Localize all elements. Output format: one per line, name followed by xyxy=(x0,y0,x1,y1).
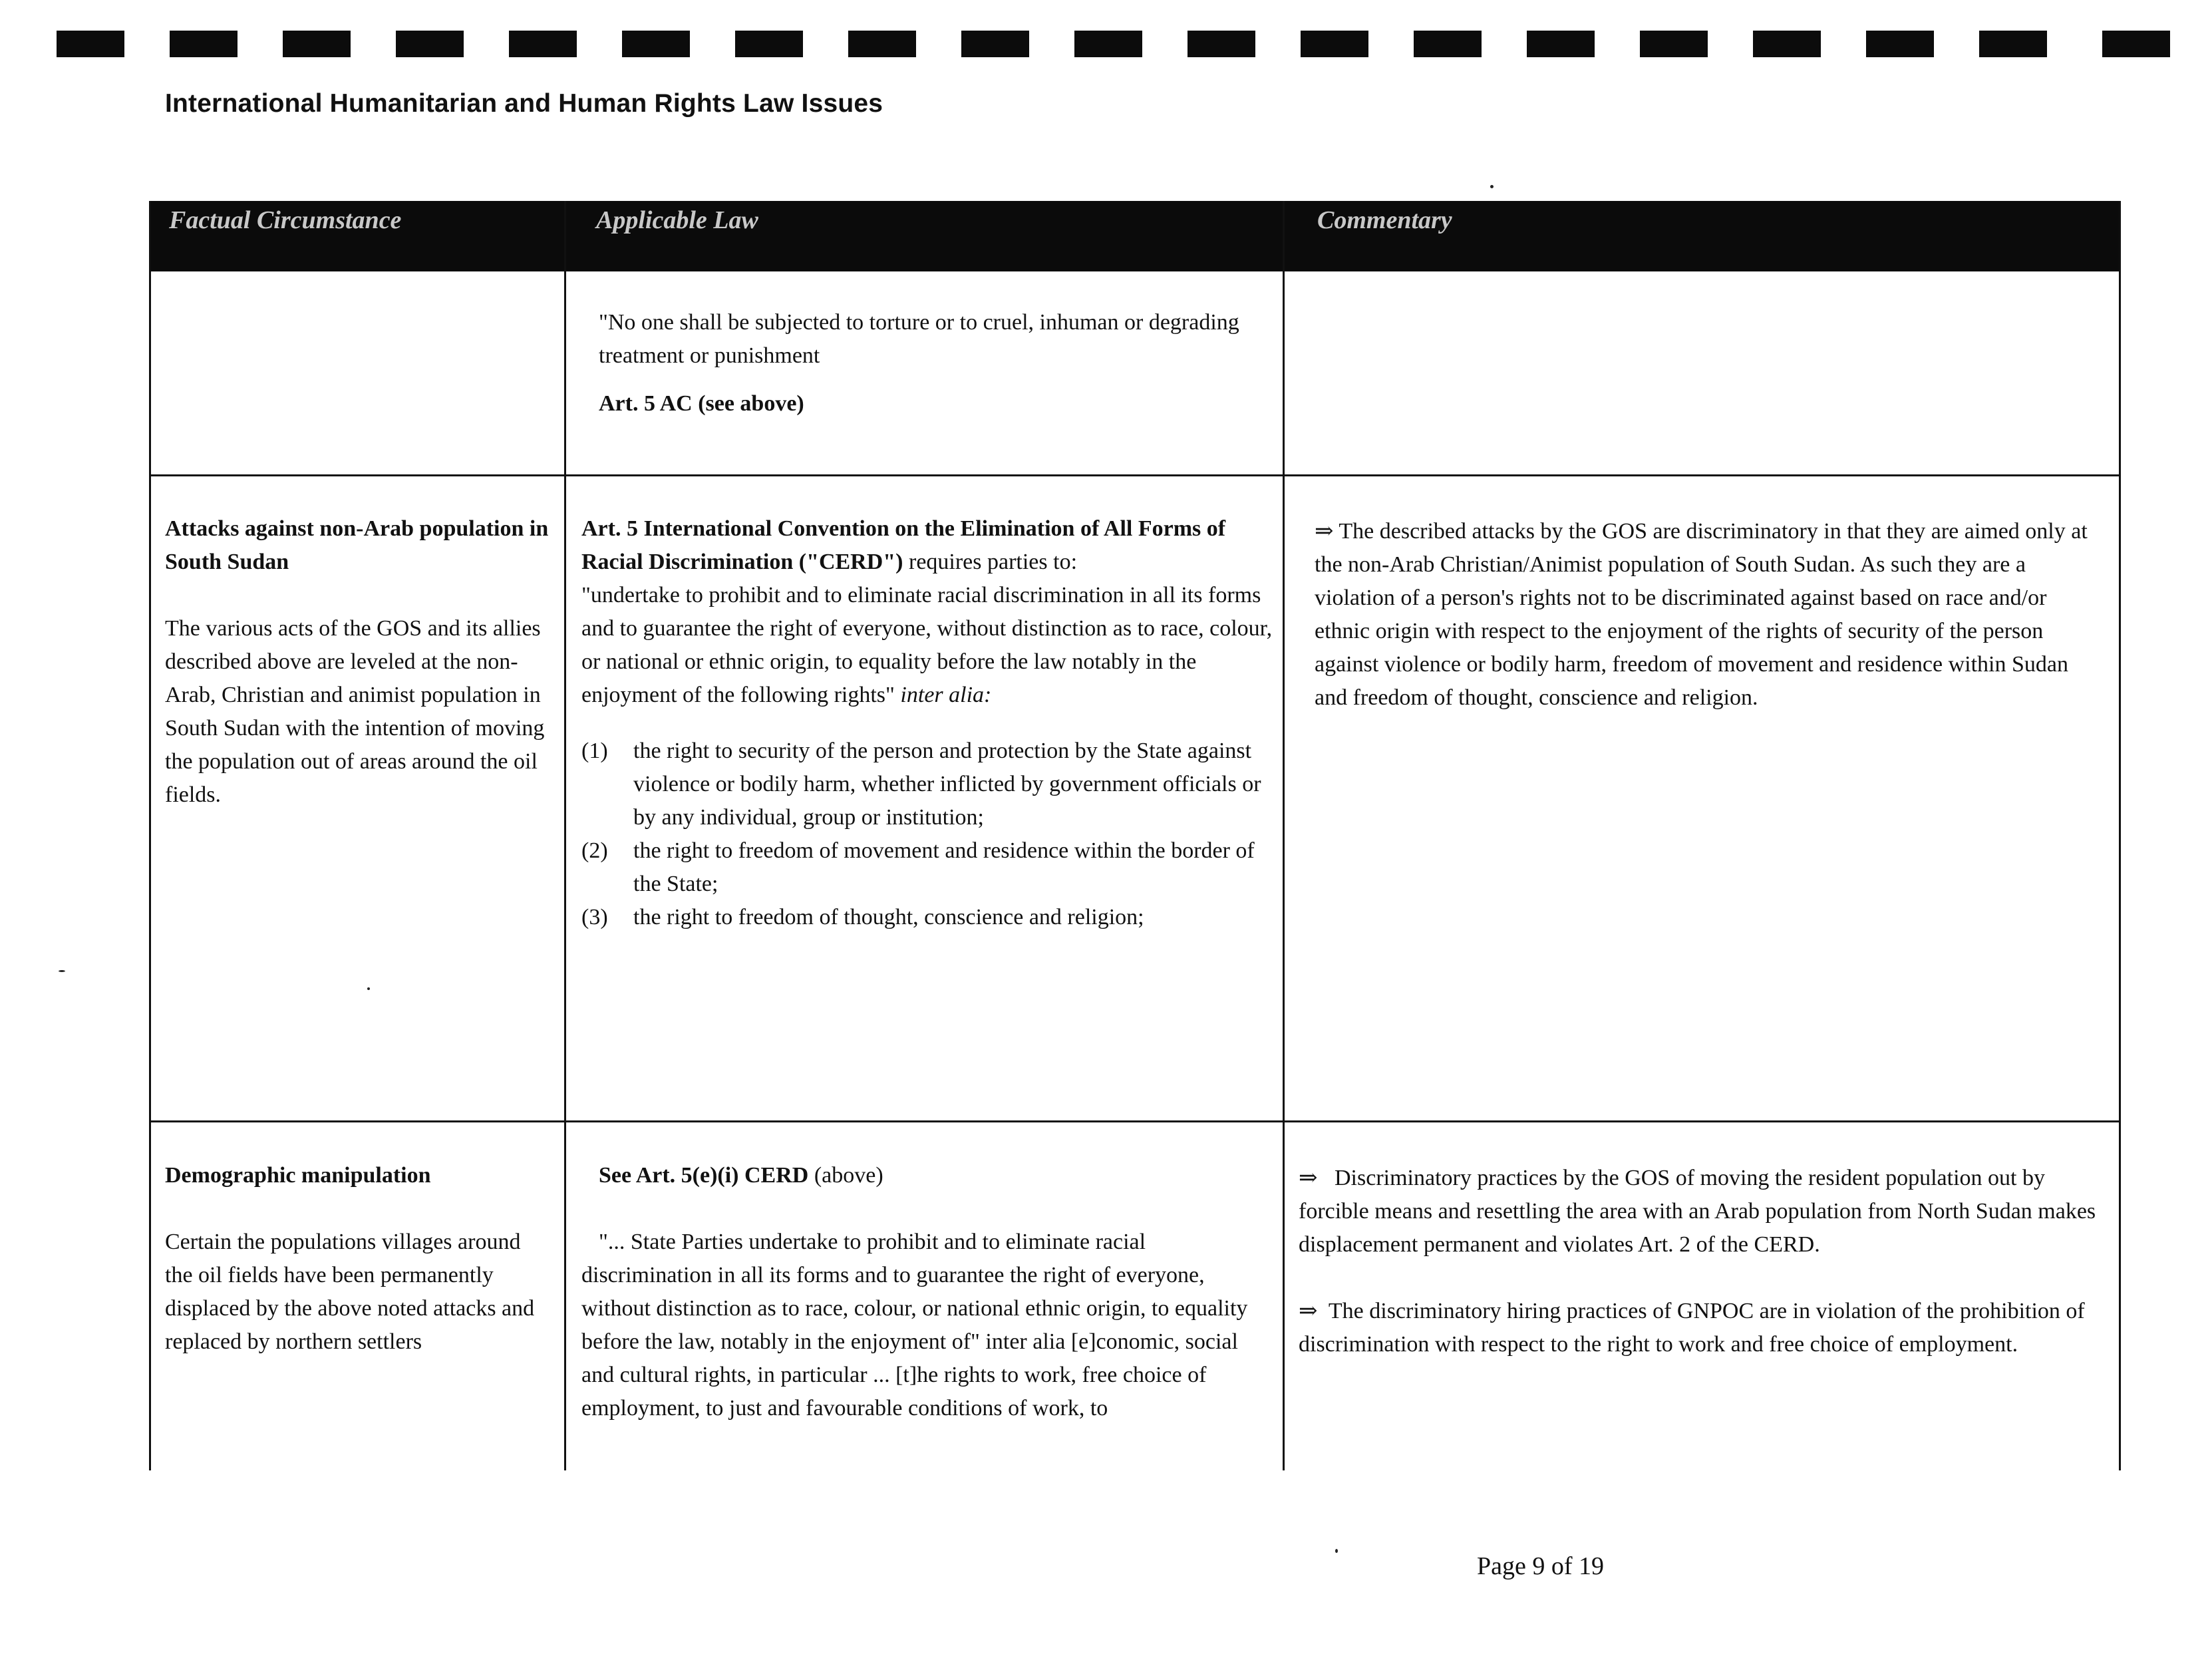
dash-segment xyxy=(1301,31,1368,57)
document-heading: International Humanitarian and Human Rights Law Issues xyxy=(165,89,883,118)
law-quote xyxy=(581,579,1273,712)
dash-segment xyxy=(283,31,351,57)
law-issues-table xyxy=(149,201,2121,1470)
list-text: the right to freedom of movement and residence within the border of the State; xyxy=(633,838,1255,896)
dash-segment xyxy=(1187,31,1255,57)
page-number: Page 9 of 19 xyxy=(1477,1552,1605,1580)
dash-segment xyxy=(396,31,464,57)
law-reference xyxy=(581,1159,1273,1192)
row3-law-cell xyxy=(581,1159,1273,1425)
dash-segment xyxy=(622,31,690,57)
list-number: (2) xyxy=(581,838,608,863)
row2-law-cell xyxy=(581,512,1273,934)
law-quote-italic: inter alia: xyxy=(900,683,992,707)
dash-segment xyxy=(1979,31,2047,57)
law-intro xyxy=(581,512,1273,579)
law-intro-rest: requires parties to: xyxy=(903,550,1078,574)
law-reference xyxy=(581,387,1273,420)
dash-segment xyxy=(1753,31,1821,57)
fact-text: Certain the populations villages around the oil fields have been permanently displaced by the above noted attacks and replaced by northern settlers xyxy=(165,1230,535,1354)
column-divider xyxy=(564,201,566,1470)
dash-segment xyxy=(509,31,577,57)
top-dash-bar xyxy=(57,31,2172,57)
dash-segment xyxy=(1640,31,1708,57)
commentary-text xyxy=(1299,1295,2106,1361)
dash-segment xyxy=(1866,31,1934,57)
commentary-body: The discriminatory hiring practices of GNPOC are in violation of the prohibition of discrimination with respect to the right to work and free choice of employment. xyxy=(1299,1299,2085,1357)
table-header xyxy=(149,201,2121,271)
table-border-left xyxy=(149,201,151,1470)
dash-segment xyxy=(57,31,124,57)
dash-segment xyxy=(1074,31,1142,57)
commentary-body: The described attacks by the GOS are discriminatory in that they are aimed only at the non-Arab Christian/Animist population of South Sudan. As such they are a violation of a person's rights not to be discriminated against based on race and/or ethnic origin with respect to the enjoyment of the rights of security of the person against violence or bodily harm, freedom of movement and residence within Sudan and freedom of thought, conscience and religion. xyxy=(1315,519,2088,710)
dash-segment xyxy=(848,31,916,57)
column-divider xyxy=(1283,201,1285,1470)
dash-segment xyxy=(961,31,1029,57)
scan-speck xyxy=(1335,1549,1338,1553)
list-text: the right to freedom of thought, conscience and religion; xyxy=(633,905,1144,929)
table-border-right xyxy=(2119,201,2121,1470)
list-item xyxy=(581,901,1273,934)
column-header-factual: Factual Circumstance xyxy=(169,206,402,234)
row3-commentary-cell xyxy=(1299,1162,2106,1361)
law-title: Art. 5 International Convention on the Elimination of All Forms of Racial Discrimination ("CERD") xyxy=(581,516,1226,574)
arrow-icon: ⇒ xyxy=(1315,519,1334,544)
dash-segment xyxy=(1414,31,1482,57)
row2-fact-cell xyxy=(165,512,551,812)
dash-segment xyxy=(735,31,803,57)
row3-fact-cell xyxy=(165,1159,551,1359)
law-reference-text: See Art. 5(e)(i) CERD xyxy=(599,1163,809,1188)
row1-law-cell xyxy=(581,306,1273,420)
row2-commentary-cell xyxy=(1315,515,2106,715)
commentary-body: Discriminatory practices by the GOS of moving the resident population out by forcible means and resettling the area with an Arab population from North Sudan makes displacement permanent and violates Art. 2 of the CERD. xyxy=(1299,1166,2096,1257)
row-divider xyxy=(149,474,2121,476)
dash-segment xyxy=(1527,31,1595,57)
law-quote-text: "undertake to prohibit and to eliminate racial discrimination in all its forms and to guarantee the right of everyone, without distinction as to race, colour, or national or ethnic origin, to equality before the law notably in the enjoyment of the following rights" xyxy=(581,583,1273,707)
list-item xyxy=(581,735,1273,834)
commentary-text xyxy=(1315,515,2106,715)
arrow-icon: ⇒ xyxy=(1299,1299,1318,1323)
scan-speck xyxy=(1490,185,1494,188)
law-quote: "... State Parties undertake to prohibit and to eliminate racial discrimination in all its forms and to guarantee the right of everyone, without distinction as to race, colour, or national ethnic origin, to equality before the law, notably in the enjoyment of" inter alia [e]conomic, social and cultural rights, in particular ... [t]he rights to work, free choice of employment, to just and favourable conditions of work, to xyxy=(581,1230,1248,1421)
list-item xyxy=(581,834,1273,901)
scan-speck xyxy=(59,970,65,972)
list-number: (3) xyxy=(581,905,608,929)
scan-speck xyxy=(367,987,370,990)
commentary-text xyxy=(1299,1162,2106,1261)
fact-title: Attacks against non-Arab population in South Sudan xyxy=(165,516,549,574)
arrow-icon: ⇒ xyxy=(1299,1166,1318,1190)
law-quote: "No one shall be subjected to torture or to cruel, inhuman or degrading treatment or punishment xyxy=(599,310,1239,368)
list-number: (1) xyxy=(581,739,608,763)
column-header-law: Applicable Law xyxy=(596,206,758,234)
dash-segment xyxy=(170,31,237,57)
law-reference-rest: (above) xyxy=(808,1163,883,1188)
fact-text: The various acts of the GOS and its allies described above are leveled at the non-Arab, Christian and animist population in South Sudan with the intention of moving the population out of areas around the oil fields. xyxy=(165,616,545,807)
dash-segment xyxy=(2102,31,2170,57)
law-reference-text: Art. 5 AC (see above) xyxy=(599,391,804,416)
list-text: the right to security of the person and protection by the State against violence or bodily harm, whether inflicted by government officials or by any individual, group or institution; xyxy=(633,739,1261,830)
column-header-commentary: Commentary xyxy=(1317,206,1452,234)
row-divider xyxy=(149,1120,2121,1122)
fact-title: Demographic manipulation xyxy=(165,1163,431,1188)
